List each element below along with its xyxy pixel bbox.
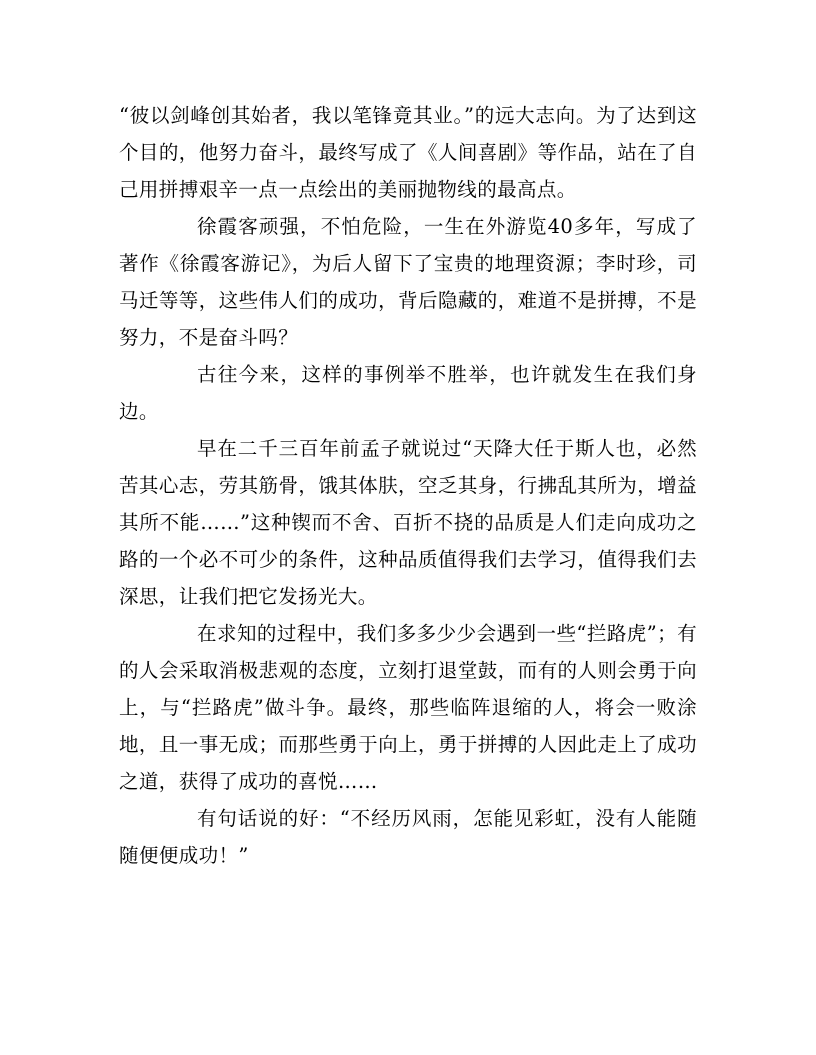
paragraph-2: 徐霞客顽强，不怕危险，一生在外游览40多年，写成了著作《徐霞客游记》，为后人留下了宝贵的地理资源；李时珍，司马迁等等，这些伟人们的成功，背后隐藏的，难道不是拼搏，不是努力，不是奋斗吗？: [119, 215, 697, 349]
paragraph-4: 早在二千三百年前孟子就说过“天降大任于斯人也，必然苦其心志，劳其筋骨，饿其体肤，空乏其身，行拂乱其所为，增益其所不能……”这种锲而不舍、百折不挠的品质是人们走向成功之路的一个必不可少的条件，这种品质值得我们去学习，值得我们去深思，让我们把它发扬光大。: [119, 437, 697, 608]
paragraph-1: “彼以剑峰创其始者，我以笔锋竟其业。”的远大志向。为了达到这个目的，他努力奋斗，最终写成了《人间喜剧》等作品，站在了自己用拼搏艰辛一点一点绘出的美丽抛物线的最高点。: [119, 104, 697, 201]
paragraph-5: 在求知的过程中，我们多多少少会遇到一些“拦路虎”；有的人会采取消极悲观的态度，立刻打退堂鼓，而有的人则会勇于向上，与“拦路虎”做斗争。最终，那些临阵退缩的人，将会一败涂地，且一事无成；而那些勇于向上，勇于拼搏的人因此走上了成功之道，获得了成功的喜悦……: [119, 622, 697, 793]
paragraph-6: 有句话说的好：“不经历风雨，怎能见彩虹，没有人能随随便便成功！”: [119, 807, 697, 867]
paragraph-3: 古往今来，这样的事例举不胜举，也许就发生在我们身边。: [119, 363, 697, 423]
document-body: [119, 97, 697, 874]
